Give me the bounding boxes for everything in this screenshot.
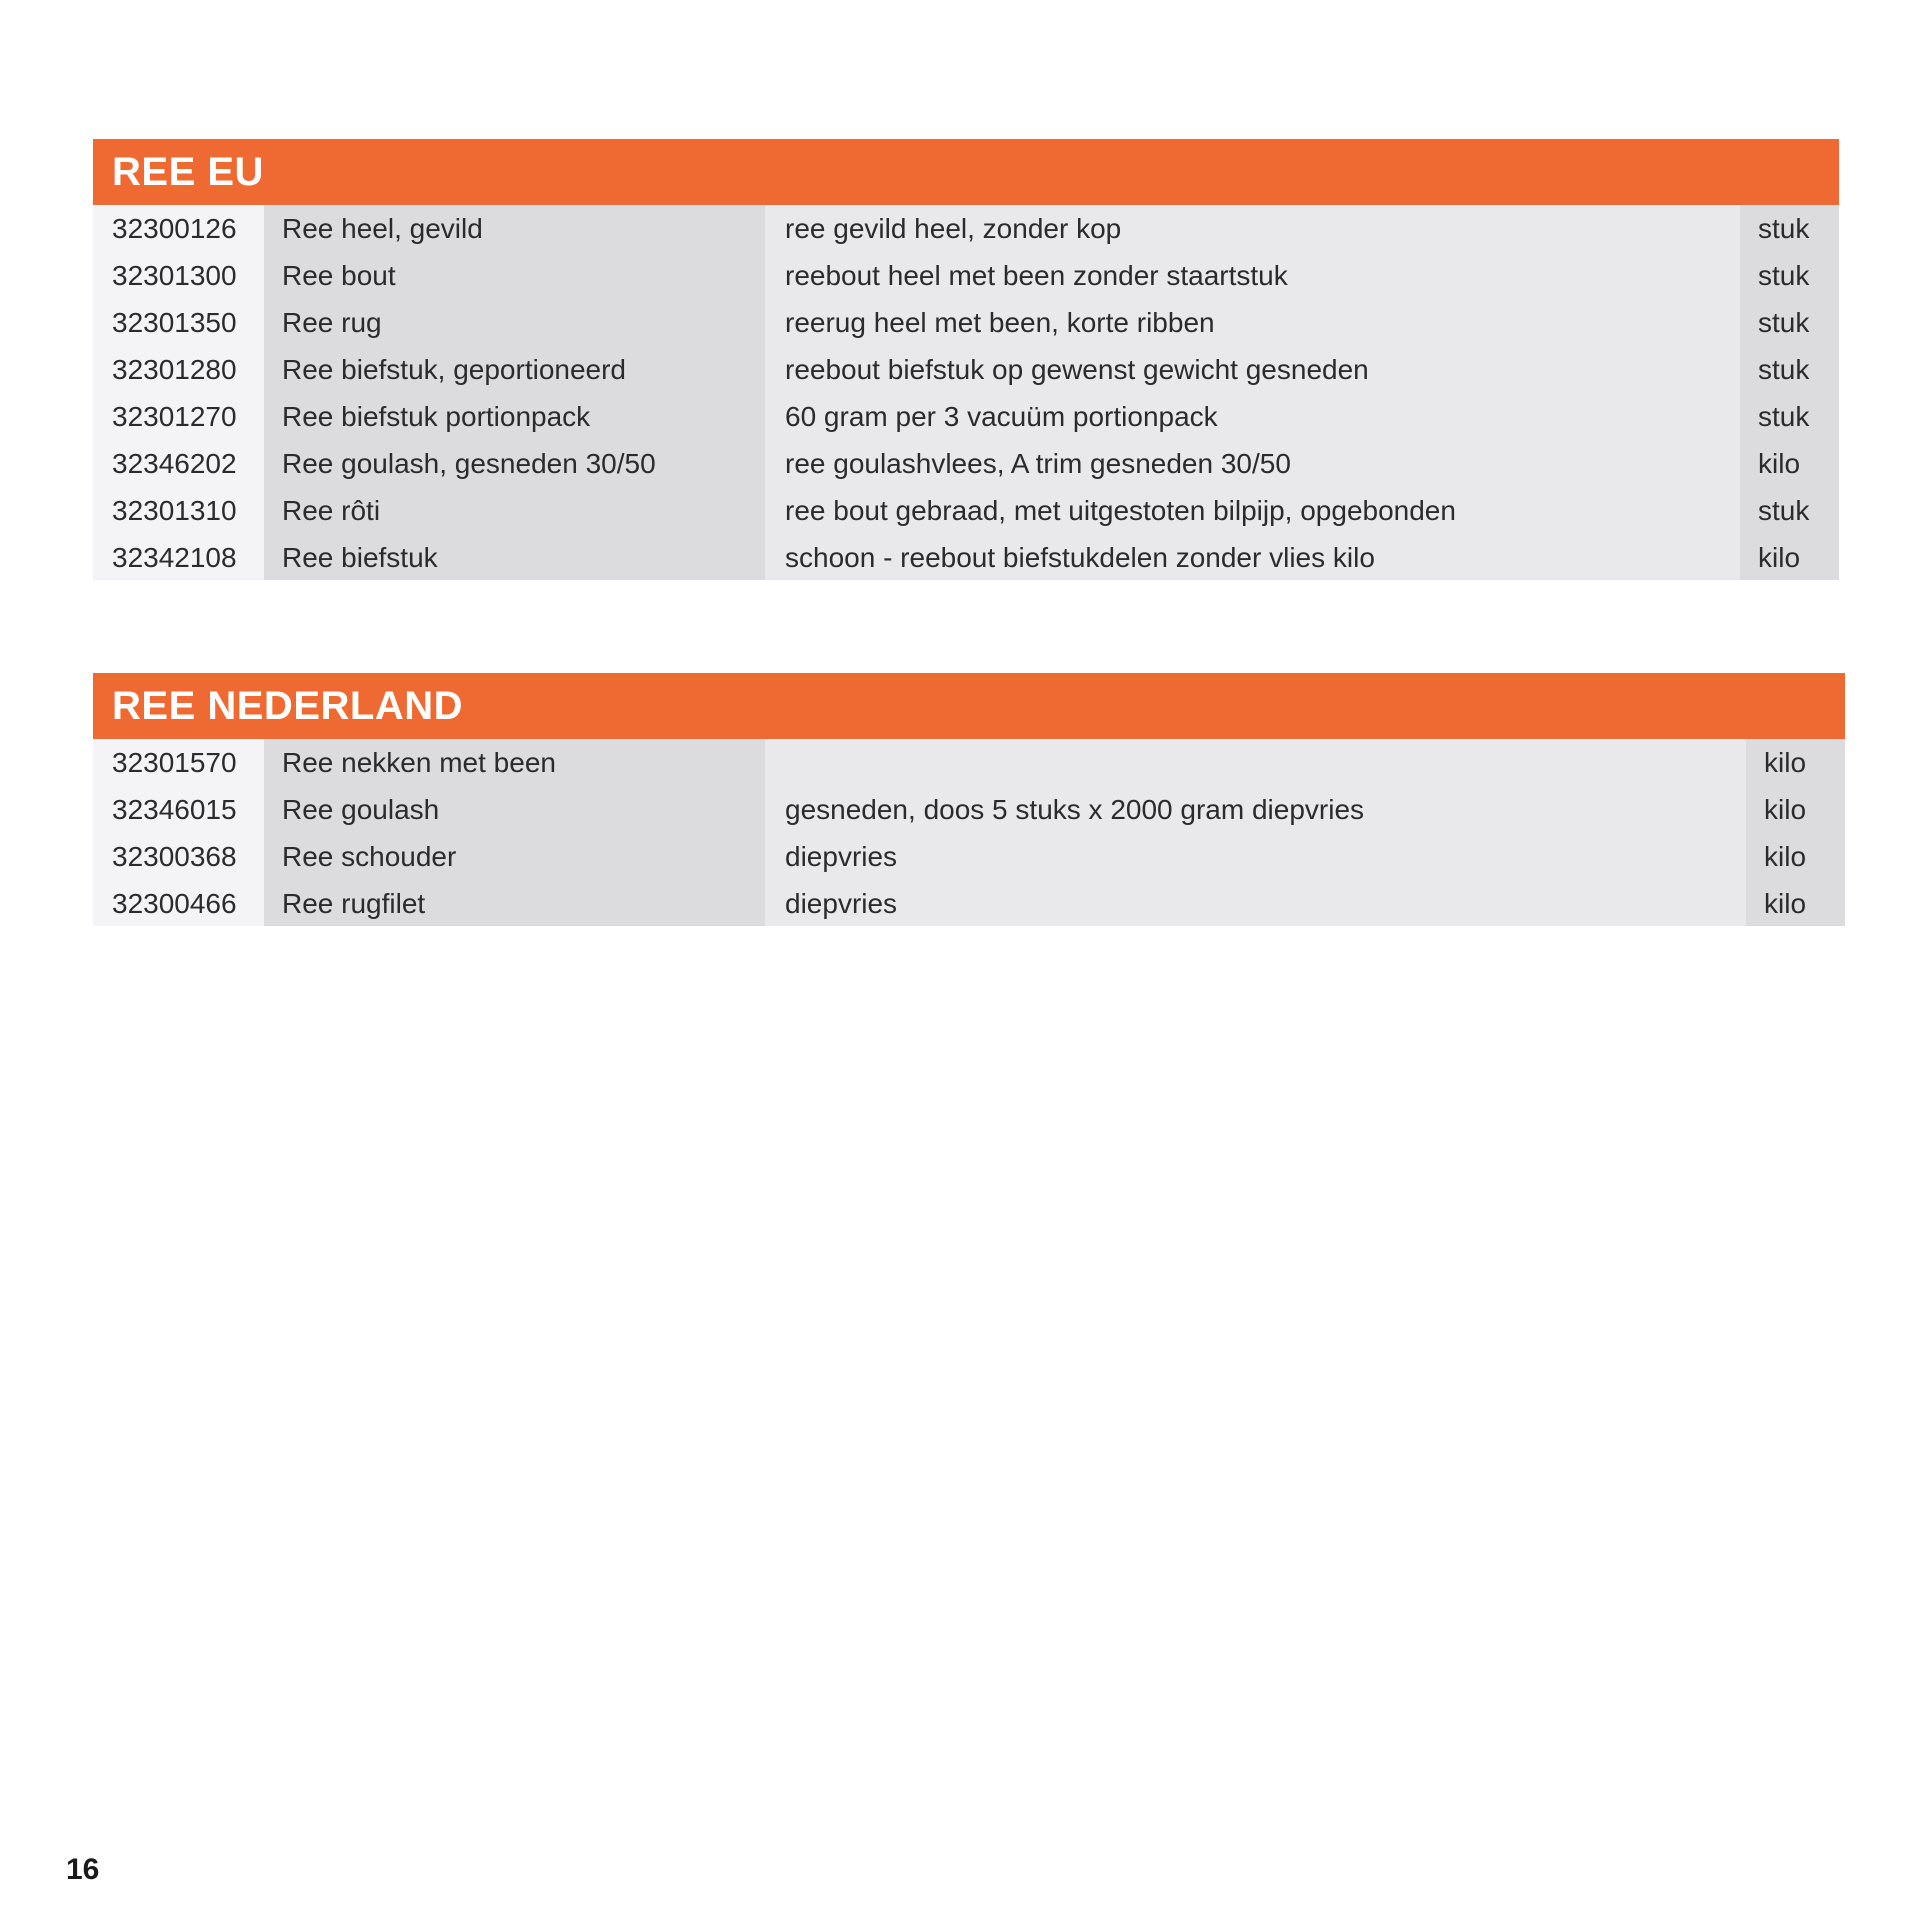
product-unit: stuk — [1740, 299, 1839, 346]
product-name: Ree goulash, gesneden 30/50 — [264, 440, 765, 487]
product-name: Ree rug — [264, 299, 765, 346]
product-unit: stuk — [1740, 205, 1839, 252]
product-name: Ree schouder — [264, 833, 765, 880]
product-code: 32301280 — [93, 346, 264, 393]
section-ree-eu — [93, 139, 1839, 580]
table-row — [93, 205, 1839, 252]
product-description: reerug heel met been, korte ribben — [765, 299, 1740, 346]
product-description — [765, 739, 1746, 786]
product-unit: kilo — [1740, 440, 1839, 487]
product-description: reebout heel met been zonder staartstuk — [765, 252, 1740, 299]
product-code: 32301570 — [93, 739, 264, 786]
product-name: Ree rôti — [264, 487, 765, 534]
product-description: gesneden, doos 5 stuks x 2000 gram diepvries — [765, 786, 1746, 833]
table-row — [93, 346, 1839, 393]
page-number: 16 — [66, 1853, 100, 1886]
product-unit: kilo — [1746, 880, 1845, 926]
product-table — [93, 739, 1845, 926]
product-code: 32301270 — [93, 393, 264, 440]
product-code: 32301300 — [93, 252, 264, 299]
product-description: ree goulashvlees, A trim gesneden 30/50 — [765, 440, 1740, 487]
section-title: REE EU — [93, 139, 1839, 205]
table-row — [93, 833, 1845, 880]
product-description: ree gevild heel, zonder kop — [765, 205, 1740, 252]
product-name: Ree biefstuk — [264, 534, 765, 580]
product-unit: kilo — [1746, 833, 1845, 880]
product-unit: stuk — [1740, 252, 1839, 299]
product-description: diepvries — [765, 880, 1746, 926]
product-unit: kilo — [1746, 739, 1845, 786]
product-unit: stuk — [1740, 487, 1839, 534]
product-name: Ree rugfilet — [264, 880, 765, 926]
product-code: 32346202 — [93, 440, 264, 487]
product-table — [93, 205, 1839, 580]
product-name: Ree biefstuk portionpack — [264, 393, 765, 440]
table-row — [93, 880, 1845, 926]
product-unit: stuk — [1740, 346, 1839, 393]
product-code: 32300368 — [93, 833, 264, 880]
table-row — [93, 534, 1839, 580]
product-code: 32300466 — [93, 880, 264, 926]
product-description: 60 gram per 3 vacuüm portionpack — [765, 393, 1740, 440]
product-code: 32301310 — [93, 487, 264, 534]
product-description: schoon - reebout biefstukdelen zonder vlies kilo — [765, 534, 1740, 580]
product-description: diepvries — [765, 833, 1746, 880]
table-row — [93, 440, 1839, 487]
product-description: ree bout gebraad, met uitgestoten bilpijp, opgebonden — [765, 487, 1740, 534]
product-code: 32342108 — [93, 534, 264, 580]
product-unit: kilo — [1740, 534, 1839, 580]
product-name: Ree bout — [264, 252, 765, 299]
product-code: 32346015 — [93, 786, 264, 833]
table-row — [93, 786, 1845, 833]
table-row — [93, 252, 1839, 299]
table-row — [93, 299, 1839, 346]
table-row — [93, 487, 1839, 534]
product-code: 32300126 — [93, 205, 264, 252]
product-description: reebout biefstuk op gewenst gewicht gesneden — [765, 346, 1740, 393]
product-name: Ree biefstuk, geportioneerd — [264, 346, 765, 393]
product-code: 32301350 — [93, 299, 264, 346]
product-name: Ree nekken met been — [264, 739, 765, 786]
section-ree-nederland — [93, 673, 1845, 926]
table-row — [93, 739, 1845, 786]
product-name: Ree goulash — [264, 786, 765, 833]
table-row — [93, 393, 1839, 440]
product-unit: kilo — [1746, 786, 1845, 833]
section-title: REE NEDERLAND — [93, 673, 1845, 739]
product-unit: stuk — [1740, 393, 1839, 440]
product-name: Ree heel, gevild — [264, 205, 765, 252]
